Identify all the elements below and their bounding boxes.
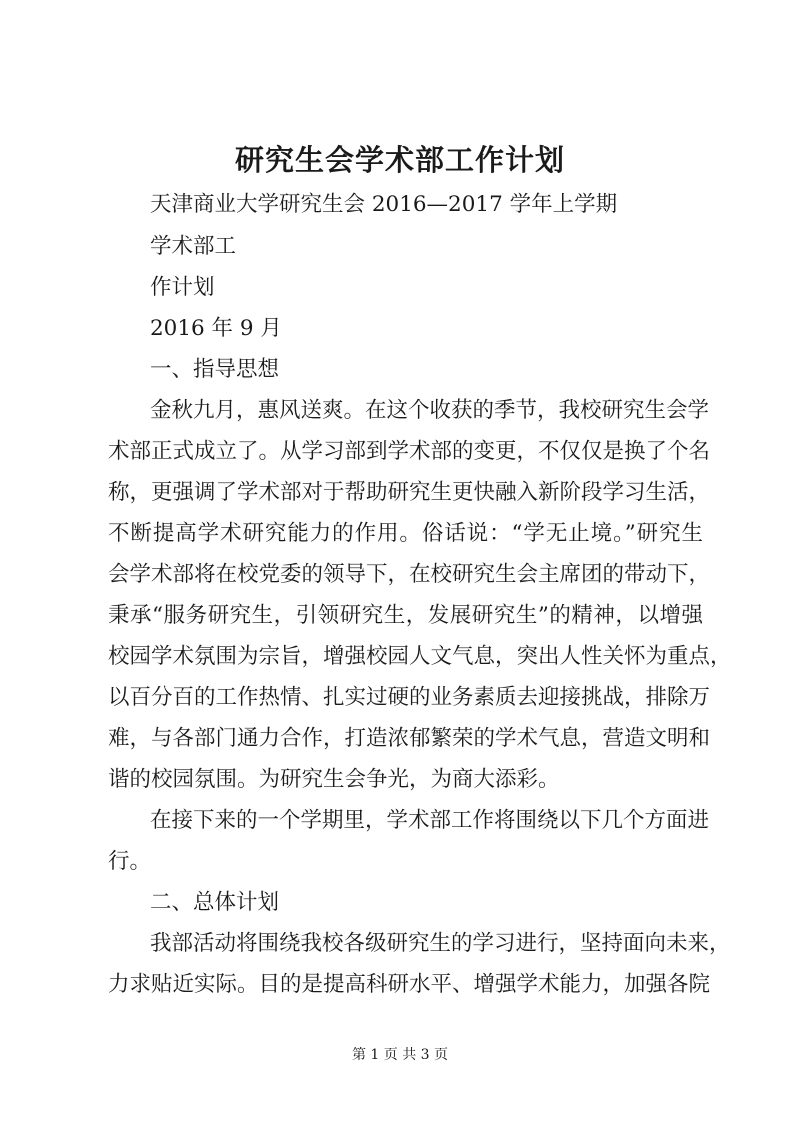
paragraph-line: 不断提高学术研究能力的作用。俗话说：“学无止境。”研究生 [108,521,703,546]
paragraph-line: 难，与各部门通力合作，打造浓郁繁荣的学术气息，营造文明和 [108,726,711,751]
paragraph-line: 校园学术氛围为宗旨，增强校园人文气息，突出人性关怀为重点， [108,644,732,669]
paragraph-line: 谐的校园氛围。为研究生会争光，为商大添彩。 [108,767,560,792]
subtitle-line: 天津商业大学研究生会 2016—2017 学年上学期 [150,192,618,217]
paragraph-line: 我部活动将围绕我校各级研究生的学习进行，坚持面向未来， [150,931,731,956]
paragraph-line: 称，更强调了学术部对于帮助研究生更快融入新阶段学习生活， [108,480,711,505]
document-title: 研究生会学术部工作计划 [234,143,565,177]
section-heading: 一、指导思想 [150,357,280,382]
paragraph-line: 以百分百的工作热情、扎实过硬的业务素质去迎接挑战，排除万 [108,685,711,710]
paragraph-line: 会学术部将在校党委的领导下，在校研究生会主席团的带动下， [108,562,711,587]
paragraph-line: 在接下来的一个学期里，学术部工作将围绕以下几个方面进 [150,808,710,833]
paragraph-line: 金秋九月，惠风送爽。在这个收获的季节，我校研究生会学 [150,398,710,423]
section-heading: 二、总体计划 [150,890,280,915]
page-footer: 第 1 页 共 3 页 [351,1047,449,1063]
subtitle-line: 学术部工 [150,234,237,259]
date-line: 2016 年 9 月 [150,316,282,341]
paragraph-line: 力求贴近实际。目的是提高科研水平、增强学术能力，加强各院 [108,972,711,997]
subtitle-line: 作计划 [150,275,215,300]
paragraph-line: 术部正式成立了。从学习部到学术部的变更，不仅仅是换了个名 [108,439,711,464]
paragraph-line: 行。 [108,849,152,874]
paragraph-line: 秉承“服务研究生，引领研究生，发展研究生”的精神，以增强 [108,603,703,628]
